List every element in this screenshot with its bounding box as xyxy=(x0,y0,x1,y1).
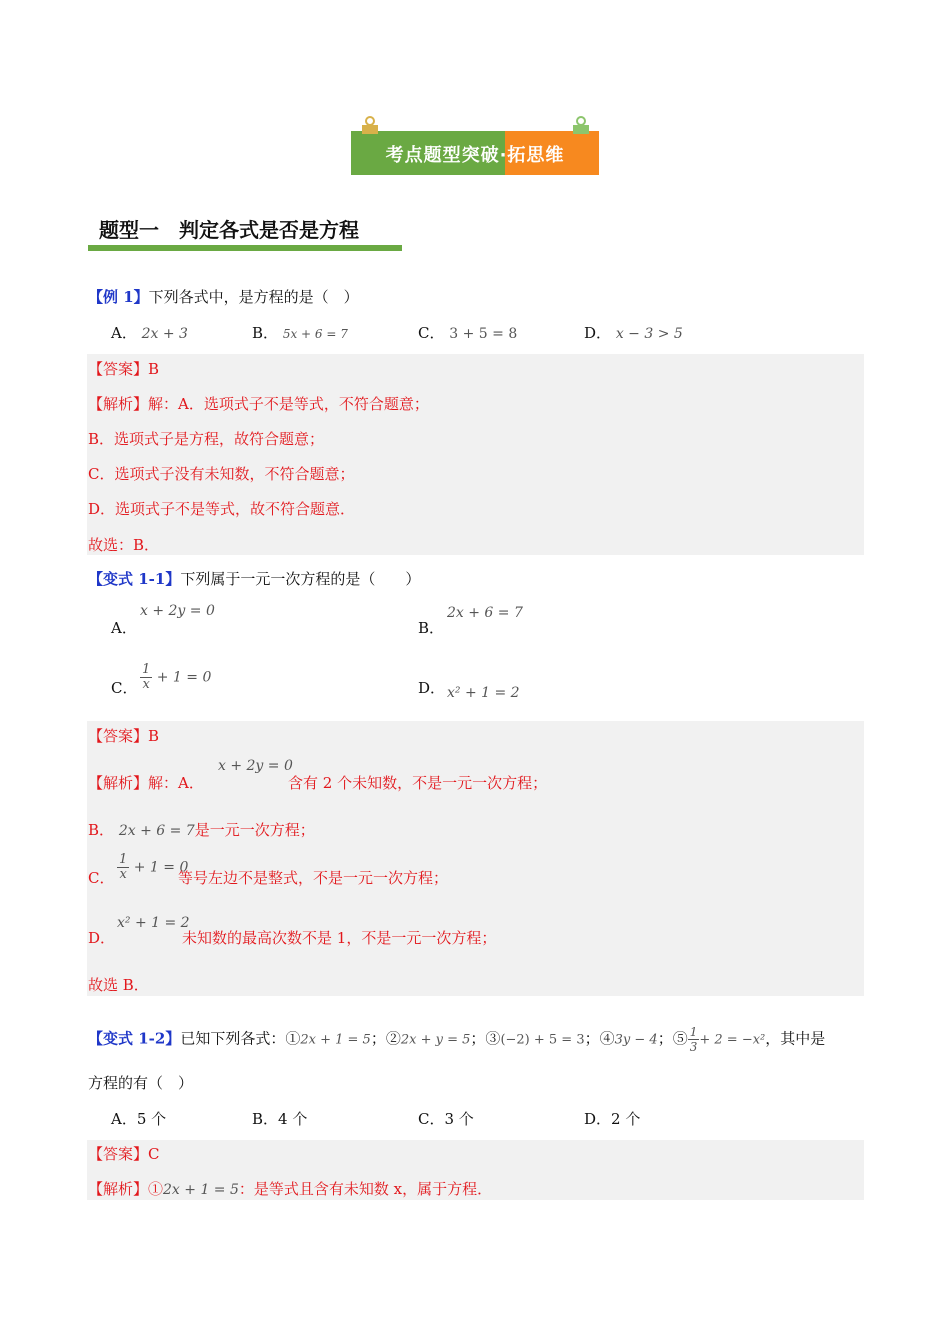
clip-icon xyxy=(362,116,378,134)
option-c: C．3 个 xyxy=(418,1110,474,1128)
variant-1-1-question: 【变式 1-1】下列属于一元一次方程的是（ ） xyxy=(88,570,421,588)
option-c-expr: $\frac{1}{x}$ + 1 = 0 xyxy=(142,662,212,692)
analysis-c-text: 等号左边不是整式，不是一元一次方程； xyxy=(178,869,449,887)
analysis-line: D．选项式子不是等式，故不符合题意． xyxy=(88,500,356,518)
option-b: B．4 个 xyxy=(252,1110,308,1128)
variant-tag: 【变式 1-2】 xyxy=(88,1029,181,1048)
analysis-line: C．选项式子没有未知数，不符合题意； xyxy=(88,465,355,483)
analysis-line: 【解析】①2x + 1 = 5：是等式且含有未知数 x，属于方程． xyxy=(88,1180,493,1198)
option-b: B． 5x + 6 = 7 xyxy=(252,324,348,342)
analysis-a: 【解析】解：A． xyxy=(88,774,204,792)
example-tag: 【例 1】 xyxy=(88,288,149,306)
option-c: C． 3 + 5 = 8 xyxy=(418,324,518,342)
analysis-d-prefix: D． xyxy=(88,929,116,947)
analysis-a-text: 含有 2 个未知数，不是一元一次方程； xyxy=(288,774,548,792)
option-a: A．5 个 xyxy=(111,1110,167,1128)
analysis-c-prefix: C． xyxy=(88,869,115,887)
answer-box-variant-1-1 xyxy=(87,721,864,996)
analysis-line: 故选：B． xyxy=(88,536,160,554)
answer: 【答案】C xyxy=(88,1145,160,1163)
analysis-b: B． 2x + 6 = 7是一元一次方程； xyxy=(88,821,315,839)
conclusion: 故选 B． xyxy=(88,976,149,994)
answer: 【答案】B xyxy=(88,360,160,378)
option-d: D． x − 3 > 5 xyxy=(584,324,683,342)
section-banner xyxy=(351,131,599,175)
analysis-line: 【解析】解：A．选项式子不是等式，不符合题意； xyxy=(88,395,429,413)
clip-icon xyxy=(573,116,589,134)
option-b-label: B． xyxy=(418,619,445,637)
analysis-d-text: 未知数的最高次数不是 1，不是一元一次方程； xyxy=(182,929,497,947)
analysis-d-expr: x² + 1 = 2 xyxy=(117,915,190,931)
variant-1-2-question: 【变式 1-2】已知下列各式：①2x + 1 = 5；②2x + y = 5；③(−2) + 5 = 3；④3y − 4；⑤ $\frac{1}{3}$ + 2 = −x²，其中是 xyxy=(88,1025,826,1054)
option-a-label: A． xyxy=(111,619,137,637)
example-1-question: 【例 1】下列各式中，是方程的是（ ） xyxy=(88,288,359,306)
option-a: A． 2x + 3 xyxy=(111,324,188,342)
variant-1-2-question-cont: 方程的有（ ） xyxy=(88,1074,194,1092)
option-c-label: C． xyxy=(111,679,138,697)
answer: 【答案】B xyxy=(88,727,160,745)
analysis-a-expr: x + 2y = 0 xyxy=(218,758,293,774)
section-title: 题型一 判定各式是否是方程 xyxy=(99,218,359,242)
analysis-c-expr: $\frac{1}{x}$ + 1 = 0 xyxy=(119,852,189,882)
section-underline xyxy=(88,245,402,251)
answer-box-example-1 xyxy=(87,354,864,555)
option-b-expr: 2x + 6 = 7 xyxy=(447,605,523,621)
option-d: D．2 个 xyxy=(584,1110,641,1128)
variant-tag: 【变式 1-1】 xyxy=(88,570,181,588)
option-a-expr: x + 2y = 0 xyxy=(140,603,215,619)
banner-text: 考点题型突破·拓思维 xyxy=(385,145,565,166)
option-d-expr: x² + 1 = 2 xyxy=(447,685,520,701)
analysis-line: B．选项式子是方程，故符合题意； xyxy=(88,430,325,448)
option-d-label: D． xyxy=(418,679,446,697)
